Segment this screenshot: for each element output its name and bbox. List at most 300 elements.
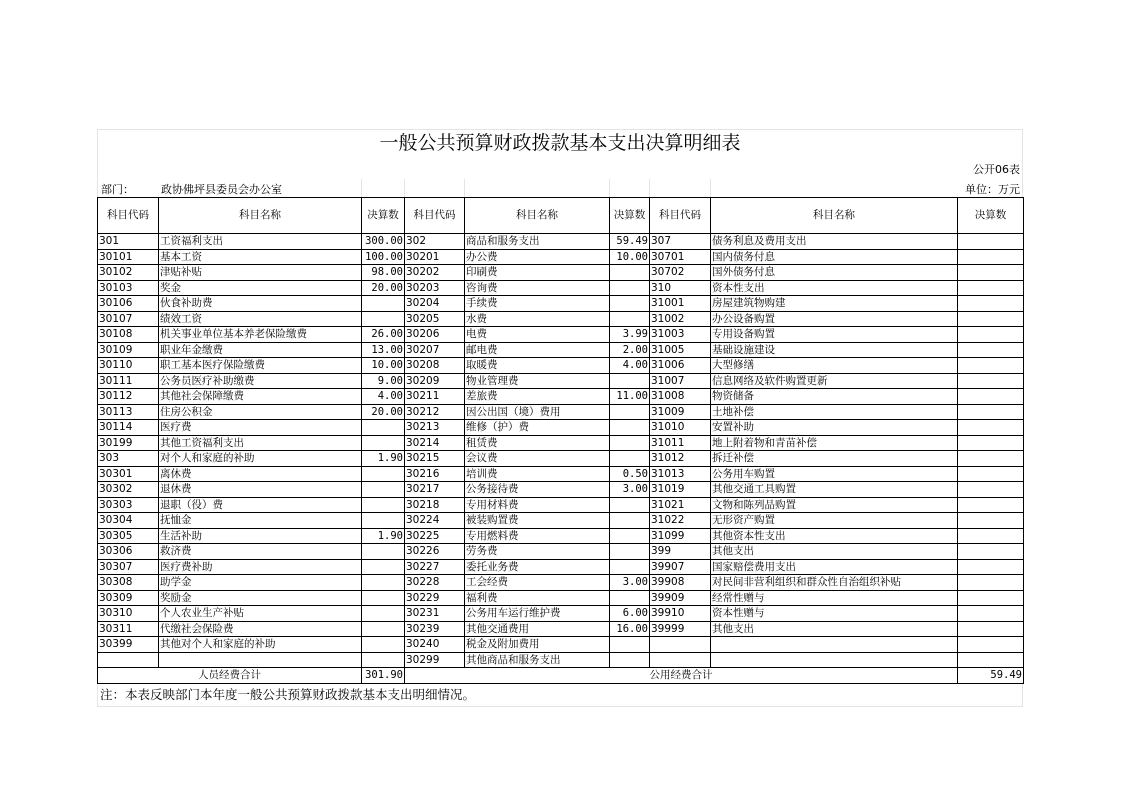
subject-name-cell: 咨询费 <box>465 280 610 296</box>
subject-name-cell <box>711 637 958 653</box>
subject-code-cell: 31011 <box>650 435 711 451</box>
subject-name-cell: 无形资产购置 <box>711 513 958 529</box>
amount-cell <box>610 559 650 575</box>
amount-cell <box>958 482 1024 498</box>
amount-cell <box>958 420 1024 436</box>
table-row <box>98 404 1024 420</box>
subject-name-cell: 机关事业单位基本养老保险缴费 <box>159 327 362 343</box>
amount-cell: 1.90 <box>362 528 405 544</box>
subject-code-cell: 39907 <box>650 559 711 575</box>
amount-cell: 100.00 <box>362 249 405 265</box>
amount-cell: 10.00 <box>362 358 405 374</box>
subject-name-cell: 地上附着物和青苗补偿 <box>711 435 958 451</box>
subject-code-cell: 30218 <box>405 497 465 513</box>
amount-cell: 9.00 <box>362 373 405 389</box>
subject-name-cell: 绩效工资 <box>159 311 362 327</box>
amount-cell <box>610 590 650 606</box>
amount-cell: 3.00 <box>610 575 650 591</box>
subject-code-cell: 30304 <box>98 513 159 529</box>
table-row <box>98 559 1024 575</box>
header-amount-2: 决算数 <box>610 198 650 234</box>
table-row <box>98 497 1024 513</box>
amount-cell <box>958 652 1024 668</box>
subject-code-cell: 30701 <box>650 249 711 265</box>
subject-code-cell: 30214 <box>405 435 465 451</box>
subject-name-cell: 安置补助 <box>711 420 958 436</box>
subject-name-cell: 邮电费 <box>465 342 610 358</box>
table-row <box>98 311 1024 327</box>
amount-cell: 1.90 <box>362 451 405 467</box>
budget-sheet <box>97 129 1023 707</box>
subject-name-cell: 个人农业生产补贴 <box>159 606 362 622</box>
subject-name-cell: 医疗费补助 <box>159 559 362 575</box>
subject-code-cell: 31005 <box>650 342 711 358</box>
subject-code-cell <box>98 652 159 668</box>
subject-name-cell: 公务员医疗补助缴费 <box>159 373 362 389</box>
subject-name-cell: 物资储备 <box>711 389 958 405</box>
amount-cell <box>610 373 650 389</box>
unit-label: 单位：万元 <box>965 183 1020 196</box>
amount-cell: 11.00 <box>610 389 650 405</box>
subject-code-cell: 39910 <box>650 606 711 622</box>
grid-line <box>404 179 405 197</box>
table-row <box>98 451 1024 467</box>
subject-code-cell: 301 <box>98 234 159 250</box>
subject-name-cell: 退职（役）费 <box>159 497 362 513</box>
subject-code-cell: 31012 <box>650 451 711 467</box>
subject-code-cell: 30305 <box>98 528 159 544</box>
amount-cell <box>362 606 405 622</box>
subject-code-cell: 30308 <box>98 575 159 591</box>
subject-code-cell: 31006 <box>650 358 711 374</box>
subject-name-cell: 维修（护）费 <box>465 420 610 436</box>
subject-code-cell: 30108 <box>98 327 159 343</box>
subject-name-cell: 伙食补助费 <box>159 296 362 312</box>
table-row <box>98 482 1024 498</box>
subject-code-cell: 30224 <box>405 513 465 529</box>
subject-name-cell: 培训费 <box>465 466 610 482</box>
department-name: 政协佛坪县委员会办公室 <box>161 183 282 196</box>
subject-code-cell: 30211 <box>405 389 465 405</box>
subject-code-cell: 30310 <box>98 606 159 622</box>
subject-name-cell: 对民间非营利组织和群众性自治组织补贴 <box>711 575 958 591</box>
amount-cell <box>362 652 405 668</box>
subject-code-cell: 31021 <box>650 497 711 513</box>
subject-code-cell: 31007 <box>650 373 711 389</box>
table-row <box>98 575 1024 591</box>
subject-code-cell: 30110 <box>98 358 159 374</box>
table-row <box>98 513 1024 529</box>
header-amount-1: 决算数 <box>362 198 405 234</box>
subject-name-cell: 专用材料费 <box>465 497 610 513</box>
subject-code-cell: 30109 <box>98 342 159 358</box>
amount-cell <box>958 637 1024 653</box>
table-row <box>98 652 1024 668</box>
subject-name-cell: 办公设备购置 <box>711 311 958 327</box>
amount-cell <box>362 621 405 637</box>
subject-name-cell: 其他支出 <box>711 544 958 560</box>
footnote: 注：本表反映部门本年度一般公共预算财政拨款基本支出明细情况。 <box>97 684 1023 707</box>
subject-name-cell: 差旅费 <box>465 389 610 405</box>
amount-cell: 26.00 <box>362 327 405 343</box>
amount-cell <box>362 466 405 482</box>
amount-cell: 59.49 <box>610 234 650 250</box>
subject-name-cell: 被装购置费 <box>465 513 610 529</box>
amount-cell <box>362 513 405 529</box>
subject-code-cell: 30302 <box>98 482 159 498</box>
subject-name-cell: 水费 <box>465 311 610 327</box>
subject-name-cell: 津贴补贴 <box>159 265 362 281</box>
subject-code-cell: 31099 <box>650 528 711 544</box>
subject-name-cell: 因公出国（境）费用 <box>465 404 610 420</box>
subject-name-cell: 国家赔偿费用支出 <box>711 559 958 575</box>
amount-cell <box>958 404 1024 420</box>
table-row <box>98 621 1024 637</box>
amount-cell: 2.00 <box>610 342 650 358</box>
subject-code-cell: 30112 <box>98 389 159 405</box>
subject-name-cell: 其他交通费用 <box>465 621 610 637</box>
subject-code-cell: 31010 <box>650 420 711 436</box>
amount-cell <box>958 358 1024 374</box>
amount-cell <box>610 451 650 467</box>
amount-cell <box>958 590 1024 606</box>
subject-name-cell: 电费 <box>465 327 610 343</box>
table-row <box>98 234 1024 250</box>
subject-code-cell: 30212 <box>405 404 465 420</box>
subject-name-cell: 救济费 <box>159 544 362 560</box>
subject-name-cell: 拆迁补偿 <box>711 451 958 467</box>
subject-code-cell: 30299 <box>405 652 465 668</box>
subject-name-cell: 抚恤金 <box>159 513 362 529</box>
amount-cell: 3.99 <box>610 327 650 343</box>
table-body <box>98 234 1024 668</box>
amount-cell <box>958 466 1024 482</box>
table-row <box>98 249 1024 265</box>
amount-cell <box>958 373 1024 389</box>
subject-name-cell: 劳务费 <box>465 544 610 560</box>
subject-name-cell: 文物和陈列品购置 <box>711 497 958 513</box>
amount-cell <box>610 637 650 653</box>
subject-name-cell: 税金及附加费用 <box>465 637 610 653</box>
amount-cell <box>362 296 405 312</box>
table-row <box>98 373 1024 389</box>
subject-code-cell: 30204 <box>405 296 465 312</box>
table-row <box>98 358 1024 374</box>
subject-code-cell <box>650 652 711 668</box>
subject-name-cell: 租赁费 <box>465 435 610 451</box>
subject-code-cell: 30228 <box>405 575 465 591</box>
table-row <box>98 280 1024 296</box>
subject-code-cell: 30205 <box>405 311 465 327</box>
amount-cell: 20.00 <box>362 404 405 420</box>
subject-name-cell: 基础设施建设 <box>711 342 958 358</box>
amount-cell: 98.00 <box>362 265 405 281</box>
amount-cell <box>362 420 405 436</box>
amount-cell <box>958 311 1024 327</box>
personnel-total-label: 人员经费合计 <box>98 668 362 684</box>
subject-code-cell: 30103 <box>98 280 159 296</box>
amount-cell <box>610 544 650 560</box>
subject-code-cell: 30399 <box>98 637 159 653</box>
subject-code-cell: 31001 <box>650 296 711 312</box>
amount-cell <box>362 311 405 327</box>
subject-code-cell: 31013 <box>650 466 711 482</box>
amount-cell <box>958 435 1024 451</box>
amount-cell <box>610 435 650 451</box>
amount-cell <box>610 280 650 296</box>
totals-row <box>98 668 1024 684</box>
subject-name-cell: 资本性支出 <box>711 280 958 296</box>
subject-name-cell: 其他支出 <box>711 621 958 637</box>
form-number: 公开06表 <box>973 163 1020 176</box>
amount-cell <box>958 513 1024 529</box>
subject-name-cell: 生活补助 <box>159 528 362 544</box>
department-row <box>97 179 1023 197</box>
header-code-1: 科目代码 <box>98 198 159 234</box>
subject-code-cell: 31022 <box>650 513 711 529</box>
table-row <box>98 637 1024 653</box>
table-row <box>98 528 1024 544</box>
subject-code-cell: 31003 <box>650 327 711 343</box>
subject-code-cell: 30201 <box>405 249 465 265</box>
amount-cell <box>958 234 1024 250</box>
subject-code-cell: 31002 <box>650 311 711 327</box>
amount-cell <box>610 528 650 544</box>
subject-code-cell: 30229 <box>405 590 465 606</box>
amount-cell <box>958 559 1024 575</box>
amount-cell: 0.50 <box>610 466 650 482</box>
subject-name-cell: 信息网络及软件购置更新 <box>711 373 958 389</box>
subject-code-cell: 30213 <box>405 420 465 436</box>
sheet-title: 一般公共预算财政拨款基本支出决算明细表 <box>97 129 1023 157</box>
amount-cell: 3.00 <box>610 482 650 498</box>
amount-cell <box>362 544 405 560</box>
subject-code-cell: 30107 <box>98 311 159 327</box>
amount-cell <box>958 249 1024 265</box>
subject-code-cell: 39908 <box>650 575 711 591</box>
public-total-value: 59.49 <box>958 668 1024 684</box>
subject-code-cell: 30226 <box>405 544 465 560</box>
subject-name-cell: 助学金 <box>159 575 362 591</box>
subject-code-cell: 307 <box>650 234 711 250</box>
subject-name-cell: 印刷费 <box>465 265 610 281</box>
subject-code-cell <box>650 637 711 653</box>
expenditure-table <box>97 197 1024 684</box>
subject-code-cell: 39999 <box>650 621 711 637</box>
amount-cell <box>362 559 405 575</box>
subject-name-cell: 奖励金 <box>159 590 362 606</box>
subject-name-cell: 其他交通工具购置 <box>711 482 958 498</box>
table-row <box>98 590 1024 606</box>
amount-cell <box>958 389 1024 405</box>
amount-cell <box>958 621 1024 637</box>
subject-name-cell: 福利费 <box>465 590 610 606</box>
amount-cell <box>958 296 1024 312</box>
amount-cell: 20.00 <box>362 280 405 296</box>
subject-code-cell: 303 <box>98 451 159 467</box>
amount-cell <box>610 265 650 281</box>
amount-cell <box>610 296 650 312</box>
subject-code-cell: 30199 <box>98 435 159 451</box>
amount-cell <box>362 637 405 653</box>
subject-name-cell: 大型修缮 <box>711 358 958 374</box>
subject-name-cell: 医疗费 <box>159 420 362 436</box>
subject-code-cell: 30102 <box>98 265 159 281</box>
table-row <box>98 435 1024 451</box>
subject-name-cell: 经常性赠与 <box>711 590 958 606</box>
subject-code-cell: 31008 <box>650 389 711 405</box>
amount-cell <box>958 497 1024 513</box>
subject-name-cell: 工资福利支出 <box>159 234 362 250</box>
subject-name-cell: 奖金 <box>159 280 362 296</box>
subject-code-cell: 30311 <box>98 621 159 637</box>
table-row <box>98 342 1024 358</box>
amount-cell <box>362 435 405 451</box>
subject-name-cell: 物业管理费 <box>465 373 610 389</box>
amount-cell <box>958 575 1024 591</box>
subject-name-cell: 国外债务付息 <box>711 265 958 281</box>
subject-name-cell: 专用设备购置 <box>711 327 958 343</box>
subject-code-cell: 30215 <box>405 451 465 467</box>
department-label: 部门： <box>101 183 134 196</box>
subject-code-cell: 30207 <box>405 342 465 358</box>
amount-cell <box>958 342 1024 358</box>
amount-cell: 300.00 <box>362 234 405 250</box>
subject-name-cell: 专用燃料费 <box>465 528 610 544</box>
amount-cell <box>362 575 405 591</box>
subject-name-cell: 住房公积金 <box>159 404 362 420</box>
subject-code-cell: 30240 <box>405 637 465 653</box>
subject-code-cell: 30113 <box>98 404 159 420</box>
grid-line <box>609 179 610 197</box>
amount-cell: 4.00 <box>362 389 405 405</box>
subject-name-cell: 其他工资福利支出 <box>159 435 362 451</box>
header-name-1: 科目名称 <box>159 198 362 234</box>
form-number-row <box>97 157 1023 179</box>
amount-cell <box>362 497 405 513</box>
amount-cell <box>610 497 650 513</box>
subject-name-cell: 其他社会保障缴费 <box>159 389 362 405</box>
subject-name-cell: 职业年金缴费 <box>159 342 362 358</box>
subject-name-cell: 房屋建筑物购建 <box>711 296 958 312</box>
subject-code-cell: 30227 <box>405 559 465 575</box>
amount-cell: 16.00 <box>610 621 650 637</box>
subject-name-cell: 债务利息及费用支出 <box>711 234 958 250</box>
subject-code-cell: 30231 <box>405 606 465 622</box>
personnel-total-value: 301.90 <box>362 668 405 684</box>
subject-name-cell: 对个人和家庭的补助 <box>159 451 362 467</box>
amount-cell <box>958 327 1024 343</box>
header-name-2: 科目名称 <box>465 198 610 234</box>
subject-name-cell <box>159 652 362 668</box>
table-row <box>98 296 1024 312</box>
subject-name-cell: 国内债务付息 <box>711 249 958 265</box>
subject-name-cell: 基本工资 <box>159 249 362 265</box>
public-total-label: 公用经费合计 <box>405 668 958 684</box>
subject-name-cell: 离休费 <box>159 466 362 482</box>
subject-code-cell: 30702 <box>650 265 711 281</box>
subject-name-cell: 职工基本医疗保险缴费 <box>159 358 362 374</box>
subject-code-cell: 310 <box>650 280 711 296</box>
subject-name-cell: 资本性赠与 <box>711 606 958 622</box>
amount-cell: 6.00 <box>610 606 650 622</box>
subject-code-cell: 30114 <box>98 420 159 436</box>
header-code-2: 科目代码 <box>405 198 465 234</box>
table-row <box>98 389 1024 405</box>
subject-name-cell: 委托业务费 <box>465 559 610 575</box>
subject-code-cell: 39909 <box>650 590 711 606</box>
subject-code-cell: 30111 <box>98 373 159 389</box>
subject-code-cell: 30301 <box>98 466 159 482</box>
grid-line <box>361 179 362 197</box>
subject-code-cell: 30306 <box>98 544 159 560</box>
amount-cell <box>362 590 405 606</box>
subject-code-cell: 30309 <box>98 590 159 606</box>
subject-code-cell: 30239 <box>405 621 465 637</box>
table-row <box>98 544 1024 560</box>
amount-cell: 4.00 <box>610 358 650 374</box>
subject-name-cell: 土地补偿 <box>711 404 958 420</box>
subject-code-cell: 30225 <box>405 528 465 544</box>
subject-code-cell: 30217 <box>405 482 465 498</box>
subject-code-cell: 30208 <box>405 358 465 374</box>
subject-name-cell: 代缴社会保险费 <box>159 621 362 637</box>
subject-code-cell: 399 <box>650 544 711 560</box>
subject-name-cell: 商品和服务支出 <box>465 234 610 250</box>
subject-name-cell: 其他商品和服务支出 <box>465 652 610 668</box>
subject-name-cell: 工会经费 <box>465 575 610 591</box>
subject-name-cell: 办公费 <box>465 249 610 265</box>
amount-cell <box>362 482 405 498</box>
amount-cell <box>958 451 1024 467</box>
header-amount-3: 决算数 <box>958 198 1024 234</box>
amount-cell: 13.00 <box>362 342 405 358</box>
subject-name-cell <box>711 652 958 668</box>
table-row <box>98 606 1024 622</box>
subject-name-cell: 退休费 <box>159 482 362 498</box>
grid-line <box>649 179 650 197</box>
amount-cell <box>610 420 650 436</box>
subject-code-cell: 302 <box>405 234 465 250</box>
table-row <box>98 265 1024 281</box>
amount-cell <box>958 528 1024 544</box>
subject-name-cell: 其他资本性支出 <box>711 528 958 544</box>
subject-code-cell: 30209 <box>405 373 465 389</box>
amount-cell <box>958 606 1024 622</box>
amount-cell <box>958 544 1024 560</box>
amount-cell <box>610 652 650 668</box>
subject-code-cell: 30307 <box>98 559 159 575</box>
amount-cell <box>958 280 1024 296</box>
subject-name-cell: 会议费 <box>465 451 610 467</box>
subject-name-cell: 手续费 <box>465 296 610 312</box>
grid-line <box>710 179 711 197</box>
subject-code-cell: 31019 <box>650 482 711 498</box>
subject-code-cell: 30216 <box>405 466 465 482</box>
subject-code-cell: 30303 <box>98 497 159 513</box>
amount-cell <box>610 513 650 529</box>
header-code-3: 科目代码 <box>650 198 711 234</box>
subject-code-cell: 31009 <box>650 404 711 420</box>
amount-cell <box>958 265 1024 281</box>
amount-cell <box>610 311 650 327</box>
table-row <box>98 466 1024 482</box>
subject-name-cell: 其他对个人和家庭的补助 <box>159 637 362 653</box>
table-header-row <box>98 198 1024 234</box>
subject-name-cell: 取暖费 <box>465 358 610 374</box>
subject-code-cell: 30202 <box>405 265 465 281</box>
subject-code-cell: 30101 <box>98 249 159 265</box>
